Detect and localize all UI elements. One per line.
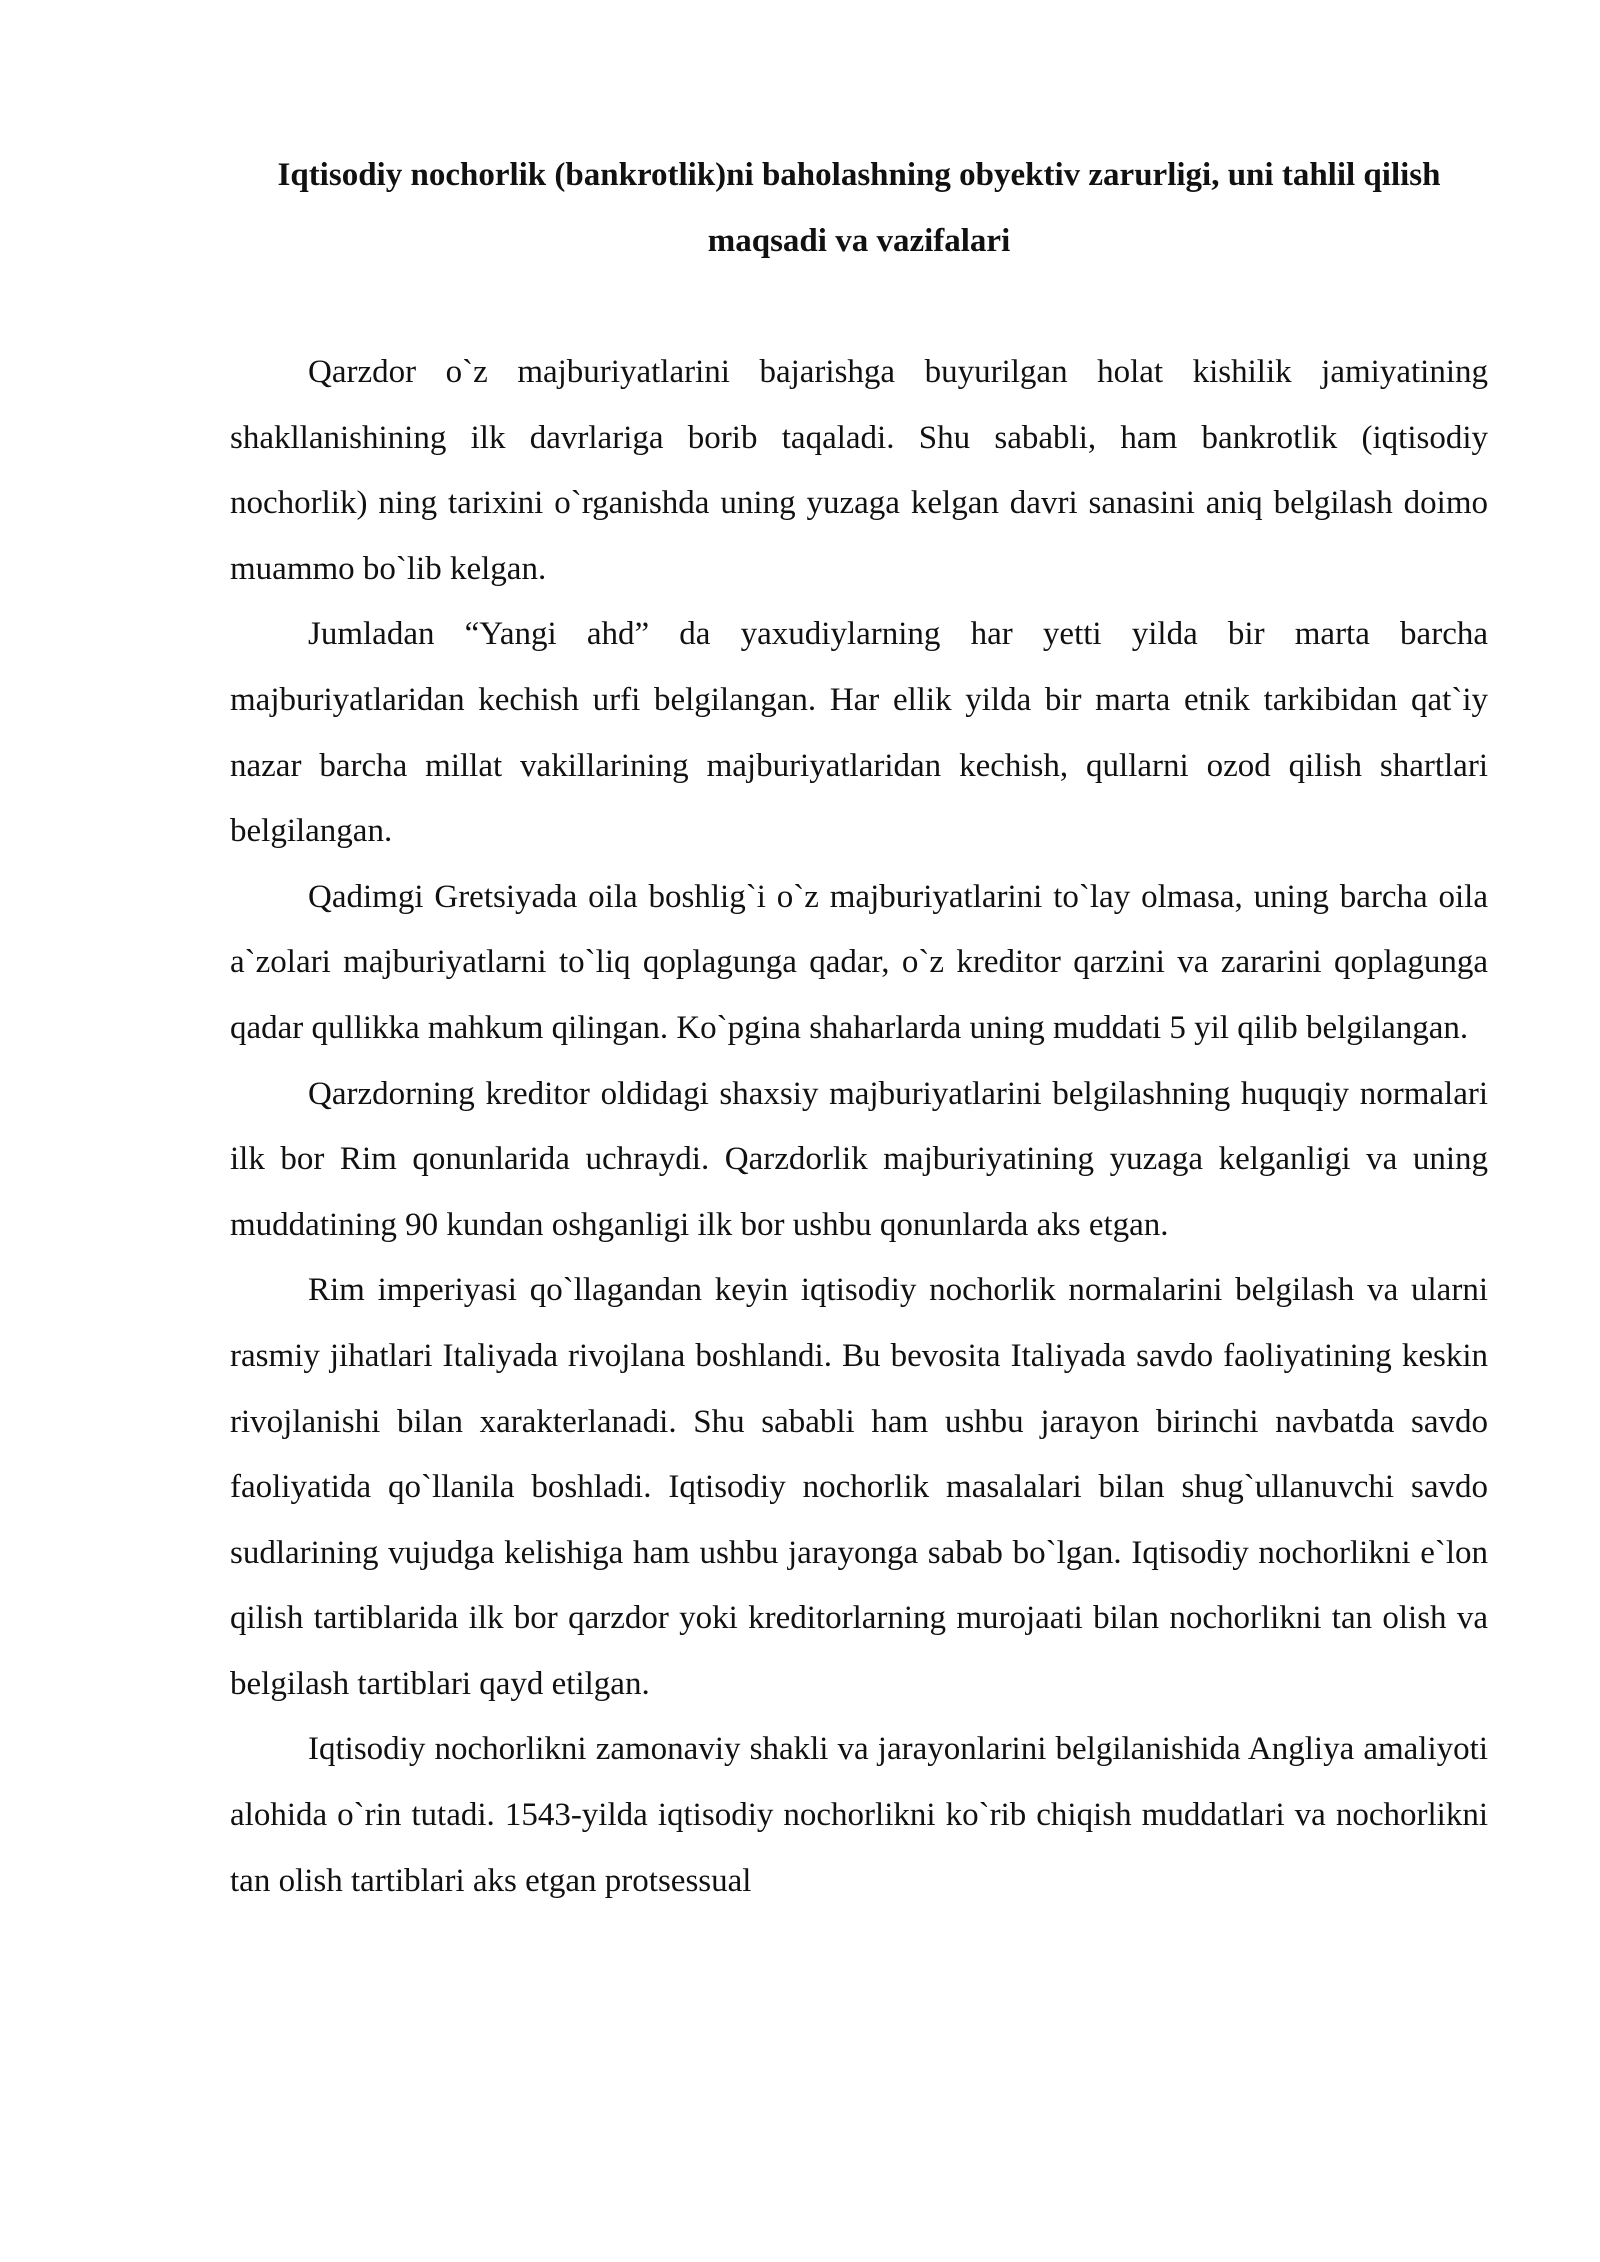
document-title: Iqtisodiy nochorlik (bankrotlik)ni baholashning obyektiv zarurligi, uni tahlil qilish maqsadi va vazifalari bbox=[277, 157, 1441, 259]
paragraph-2: Jumladan “Yangi ahd” da yaxudiylarning har yetti yilda bir marta barcha majburiyatlaridan kechish urfi belgilangan. Har ellik yilda bir marta etnik tarkibidan qat`iy nazar barcha millat vakillarining majburiyatlaridan kechish, qullarni ozod qilish shartlari belgilangan. bbox=[230, 616, 1488, 850]
document-page bbox=[230, 142, 1488, 1914]
paragraph-1: Qarzdor o`z majburiyatlarini bajarishga buyurilgan holat kishilik jamiyatining shakllanishining ilk davrlariga borib taqaladi. Shu sababli, ham bankrotlik (iqtisodiy nochorlik) ning tarixini o`rganishda uning yuzaga kelgan davri sanasini aniq belgilash doimo muammo bo`lib kelgan. bbox=[230, 354, 1488, 587]
paragraph-3: Qadimgi Gretsiyada oila boshlig`i o`z majburiyatlarini to`lay olmasa, uning barcha oila a`zolari majburiyatlarni to`liq qoplagunga qadar, o`z kreditor qarzini va zararini qoplagunga qadar qullikka mahkum qilingan. Ko`pgina shaharlarda uning muddati 5 yil qilib belgilangan. bbox=[230, 878, 1488, 1046]
paragraph-5: Rim imperiyasi qo`llagandan keyin iqtisodiy nochorlik normalarini belgilash va ularni rasmiy jihatlari Italiyada rivojlana boshlandi. Bu bevosita Italiyada savdo faoliyatining keskin rivojlanishi bilan xarakterlanadi. Shu sababli ham ushbu jarayon birinchi navbatda savdo faoliyatida qo`llanila boshladi. Iqtisodiy nochorlik masalalari bilan shug`ullanuvchi savdo sudlarining vujudga kelishiga ham ushbu jarayonga sabab bo`lgan. Iqtisodiy nochorlikni e`lon qilish tartiblarida ilk bor qarzdor yoki kreditorlarning murojaati bilan nochorlikni tan olish va belgilash tartiblari qayd etilgan. bbox=[230, 1272, 1488, 1702]
document-body bbox=[230, 340, 1488, 1914]
paragraph-6: Iqtisodiy nochorlikni zamonaviy shakli va jarayonlarini belgilanishida Angliya amaliyoti alohida o`rin tutadi. 1543-yilda iqtisodiy nochorlikni ko`rib chiqish muddatlari va nochorlikni tan olish tartiblari aks etgan protsessual bbox=[230, 1731, 1488, 1899]
paragraph-4: Qarzdorning kreditor oldidagi shaxsiy majburiyatlarini belgilashning huquqiy normalari ilk bor Rim qonunlarida uchraydi. Qarzdorlik majburiyatining yuzaga kelganligi va uning muddatining 90 kundan oshganligi ilk bor ushbu qonunlarda aks etgan. bbox=[230, 1075, 1488, 1243]
